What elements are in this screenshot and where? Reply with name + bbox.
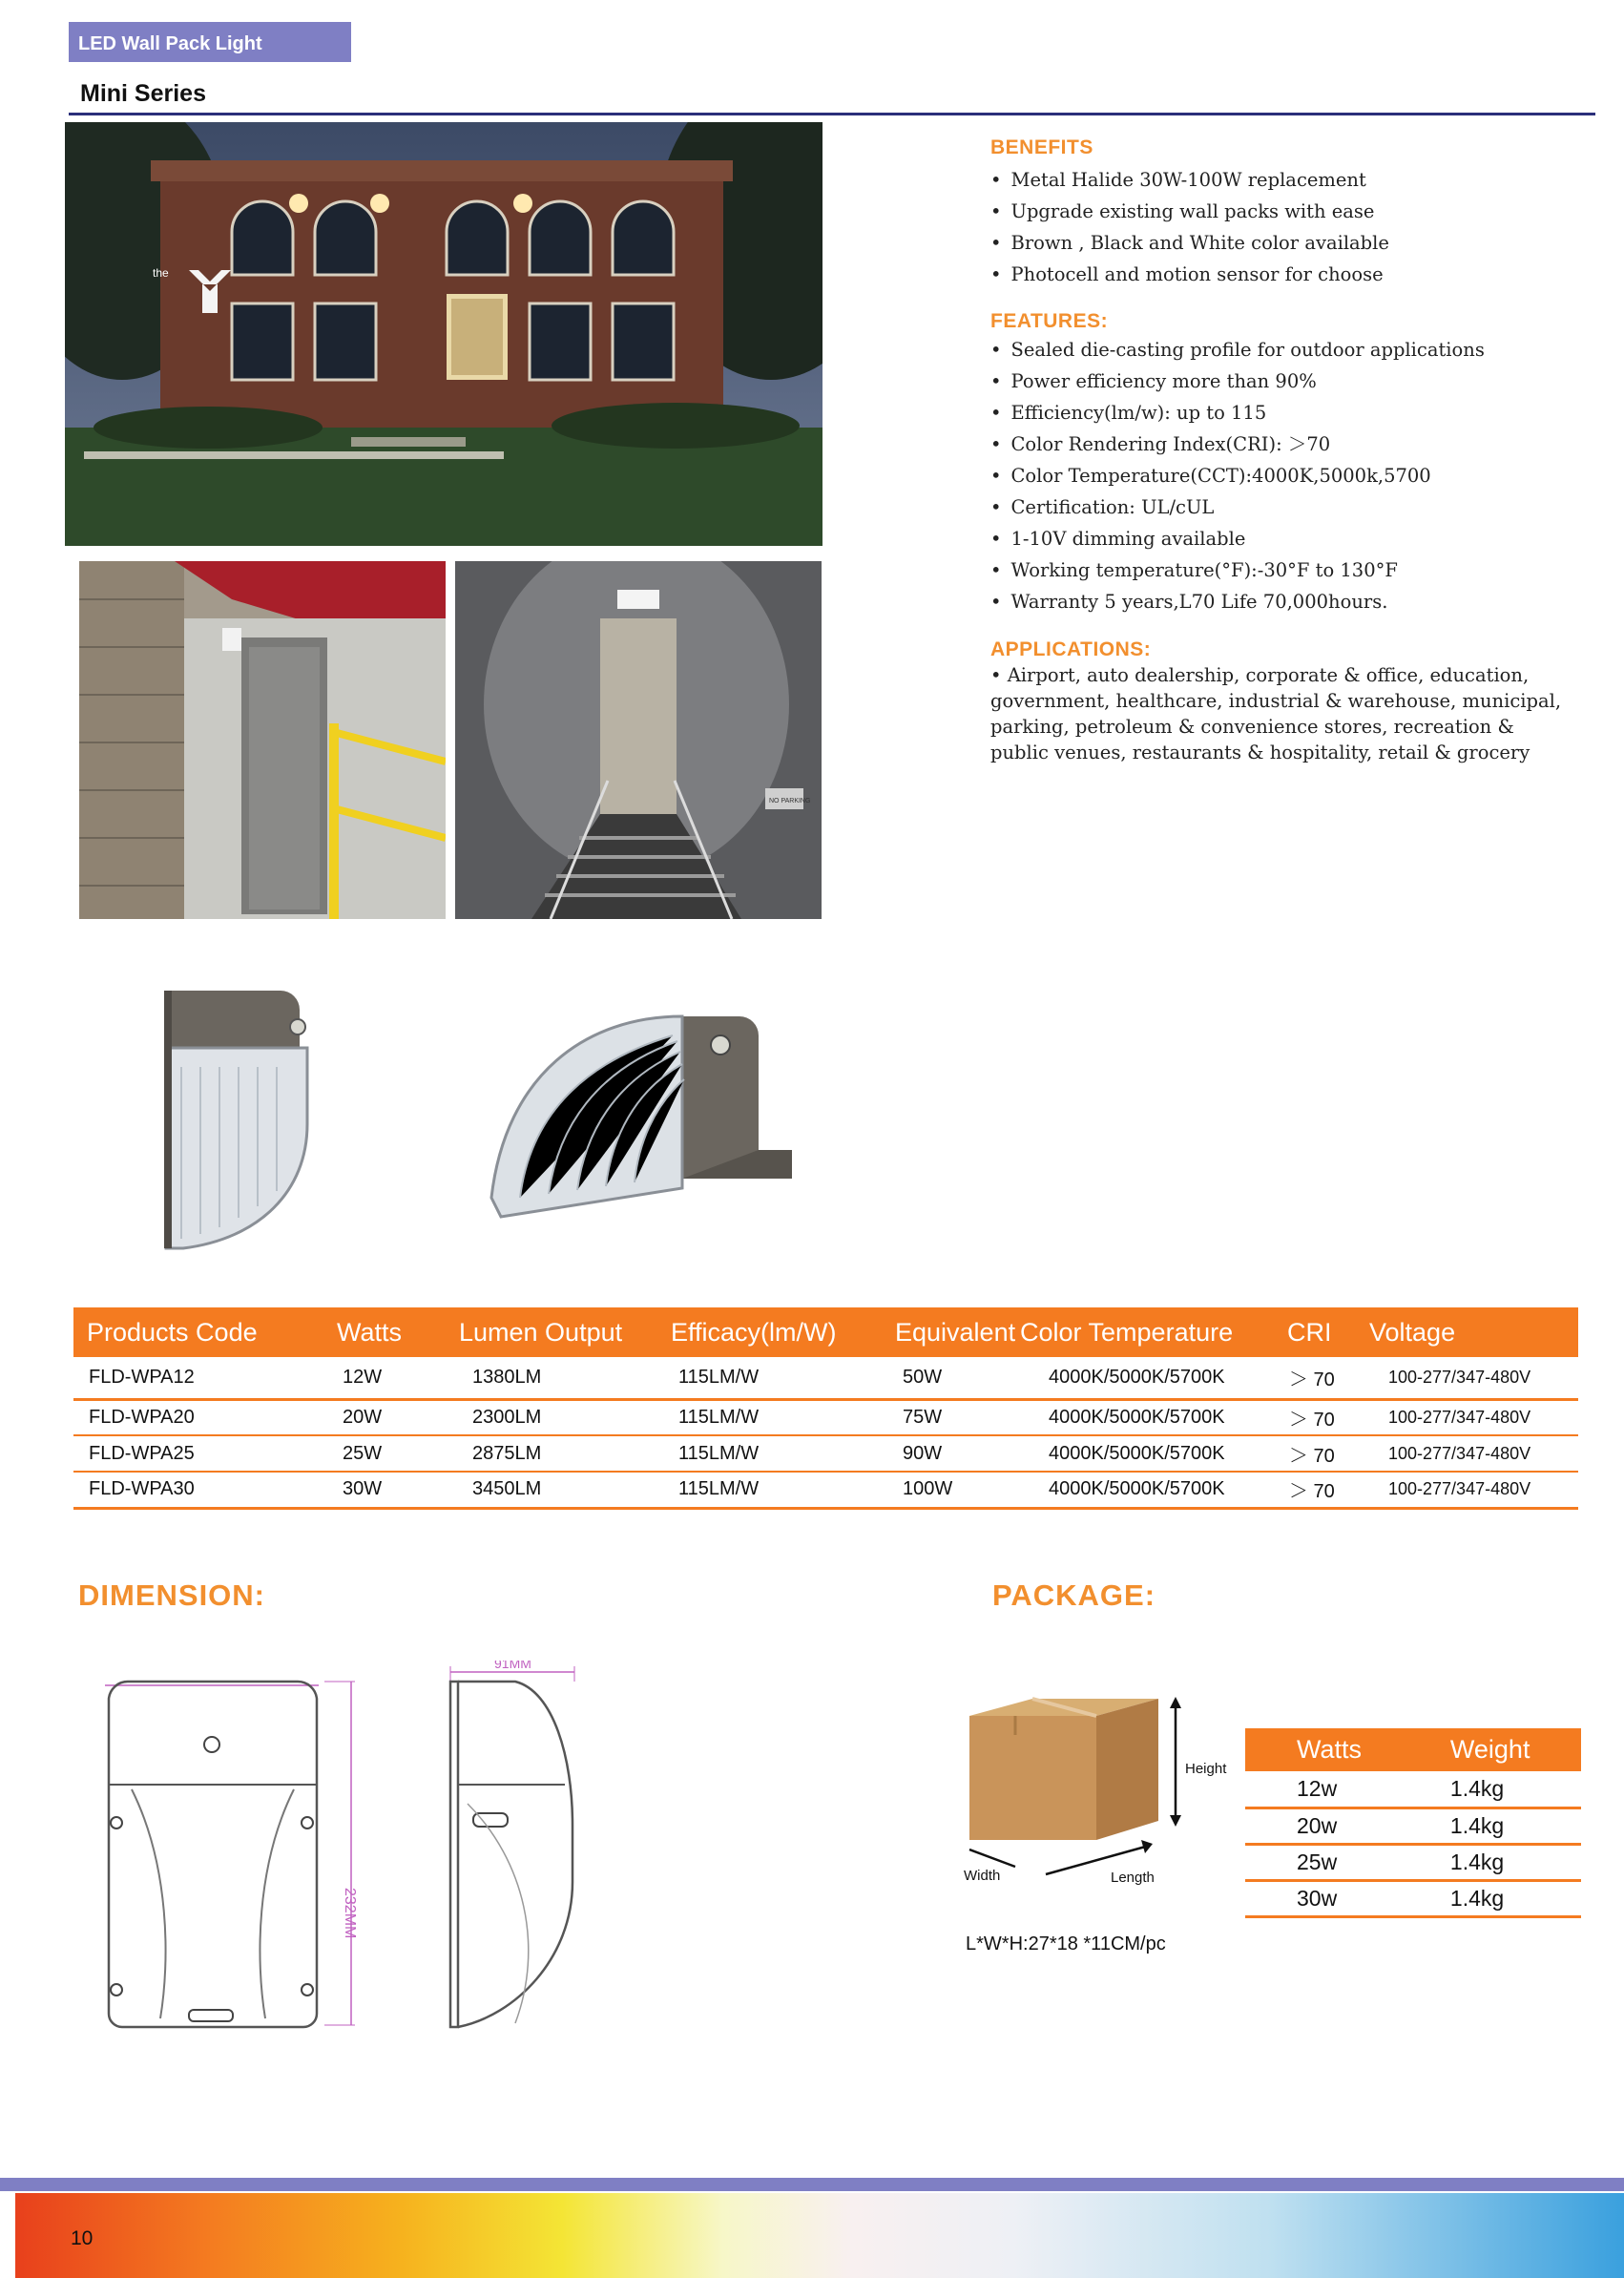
- weight-header-weight: Weight: [1449, 1735, 1530, 1764]
- cell-cct: 4000K/5000K/5700K: [1049, 1478, 1225, 1500]
- height-dimension-label: 232MM: [342, 1888, 358, 1939]
- cell-watts: 25W: [343, 1442, 383, 1464]
- feature-item: • Efficiency(lm/w): up to 115: [990, 397, 1485, 428]
- header-watts: Watts: [337, 1317, 403, 1347]
- spec-table-header: [73, 1307, 1578, 1357]
- box-length-label: Length: [1111, 1870, 1155, 1886]
- weight-cell-weight: 1.4kg: [1449, 1849, 1505, 1874]
- box-height-label: Height: [1185, 1761, 1227, 1777]
- table-row: [73, 1357, 1578, 1399]
- cell-watts: 12W: [343, 1366, 383, 1388]
- page-number: 10: [71, 2227, 94, 2249]
- header-rule: [69, 113, 1595, 115]
- cell-cri: ＞ 70: [1289, 1445, 1335, 1467]
- table-row: [1245, 1844, 1581, 1880]
- feature-item: • Sealed die-casting profile for outdoor applications: [990, 334, 1485, 366]
- box-width-label: Width: [964, 1868, 1001, 1884]
- cell-cct: 4000K/5000K/5700K: [1049, 1442, 1225, 1464]
- cell-efficacy: 115LM/W: [678, 1478, 760, 1500]
- cell-cri: ＞ 70: [1289, 1409, 1335, 1431]
- benefit-item: • Photocell and motion sensor for choose: [990, 259, 1389, 290]
- weight-header-watts: Watts: [1297, 1735, 1363, 1764]
- series-title: Mini Series: [80, 80, 206, 107]
- package-box-illustration: [958, 1697, 1244, 1899]
- feature-item: • Power efficiency more than 90%: [990, 366, 1485, 397]
- weight-cell-watts: 25w: [1297, 1849, 1338, 1874]
- table-row: [1245, 1771, 1581, 1808]
- weight-table: [1245, 1728, 1581, 1918]
- product-image-angle: [482, 1007, 802, 1226]
- weight-cell-watts: 12w: [1297, 1775, 1338, 1801]
- cell-efficacy: 115LM/W: [678, 1366, 760, 1388]
- table-row: [1245, 1808, 1581, 1844]
- footer-bar: [0, 2178, 1624, 2191]
- weight-cell-watts: 20w: [1297, 1812, 1338, 1838]
- weight-cell-weight: 1.4kg: [1449, 1812, 1505, 1838]
- cell-code: FLD-WPA25: [89, 1442, 195, 1464]
- cell-efficacy: 115LM/W: [678, 1406, 760, 1428]
- cell-watts: 30W: [343, 1478, 383, 1500]
- weight-cell-weight: 1.4kg: [1449, 1775, 1505, 1801]
- dimension-drawing: [95, 1661, 592, 2042]
- header-equivalent: Equivalent: [895, 1317, 1016, 1347]
- feature-item: • Color Temperature(CCT):4000K,5000k,5700: [990, 460, 1485, 491]
- cell-cri: ＞ 70: [1289, 1369, 1335, 1390]
- door-photo-awning: [79, 561, 446, 919]
- header-efficacy: Efficacy(lm/W): [671, 1317, 837, 1347]
- cell-lumen: 3450LM: [472, 1478, 542, 1500]
- weight-cell-watts: 30w: [1297, 1885, 1338, 1911]
- cell-lumen: 2875LM: [472, 1442, 542, 1464]
- product-image-front: [153, 981, 324, 1256]
- applications-title: APPLICATIONS:: [990, 638, 1152, 660]
- table-row: [73, 1399, 1578, 1435]
- benefits-list: [990, 164, 1389, 290]
- no-parking-sign: NO PARKING: [769, 798, 811, 805]
- benefit-item: • Metal Halide 30W-100W replacement: [990, 164, 1389, 196]
- cell-voltage: 100-277/347-480V: [1388, 1367, 1531, 1387]
- feature-item: • Warranty 5 years,L70 Life 70,000hours.: [990, 586, 1485, 617]
- package-size: L*W*H:27*18 *11CM/pc: [966, 1933, 1166, 1954]
- cell-code: FLD-WPA30: [89, 1478, 195, 1500]
- building-sign: the: [153, 266, 169, 280]
- cell-cct: 4000K/5000K/5700K: [1049, 1366, 1225, 1388]
- weight-cell-weight: 1.4kg: [1449, 1885, 1505, 1911]
- header-products-code: Products Code: [87, 1317, 258, 1347]
- header-lumen-output: Lumen Output: [459, 1317, 623, 1347]
- cell-efficacy: 115LM/W: [678, 1442, 760, 1464]
- feature-item: • 1-10V dimming available: [990, 523, 1485, 554]
- footer-gradient: [15, 2193, 1624, 2278]
- cell-lumen: 1380LM: [472, 1366, 542, 1388]
- cell-equivalent: 50W: [903, 1366, 943, 1388]
- weight-table-header: [1245, 1728, 1581, 1771]
- cell-lumen: 2300LM: [472, 1406, 542, 1428]
- cell-voltage: 100-277/347-480V: [1388, 1407, 1531, 1427]
- table-row: [73, 1435, 1578, 1472]
- feature-item: • Color Rendering Index(CRI): ＞70: [990, 428, 1485, 460]
- header-color-temperature: Color Temperature: [1020, 1317, 1234, 1347]
- cell-equivalent: 100W: [903, 1478, 953, 1500]
- header-cri: CRI: [1287, 1317, 1332, 1347]
- cell-cri: ＞ 70: [1289, 1481, 1335, 1503]
- header-voltage: Voltage: [1369, 1317, 1456, 1347]
- benefit-item: • Upgrade existing wall packs with ease: [990, 196, 1389, 227]
- category-tag: LED Wall Pack Light: [69, 22, 351, 62]
- cell-voltage: 100-277/347-480V: [1388, 1479, 1531, 1499]
- width-dimension-label: 91MM: [494, 1661, 531, 1671]
- building-photo: [65, 122, 822, 546]
- benefit-item: • Brown , Black and White color available: [990, 227, 1389, 259]
- feature-item: • Certification: UL/cUL: [990, 491, 1485, 523]
- cell-code: FLD-WPA12: [89, 1366, 195, 1388]
- feature-item: • Working temperature(°F):-30°F to 130°F: [990, 554, 1485, 586]
- cell-voltage: 100-277/347-480V: [1388, 1443, 1531, 1463]
- applications-text: • Airport, auto dealership, corporate & office, education, government, healthcare, industrial & warehouse, municipal, parking, petroleum & convenience stores, recreation & public venues, restaurants & hospitality, retail & grocery: [990, 664, 1562, 763]
- spec-table: [73, 1307, 1578, 1510]
- dimension-title: DIMENSION:: [78, 1578, 265, 1612]
- door-photo-stairs: [455, 561, 822, 919]
- cell-equivalent: 90W: [903, 1442, 943, 1464]
- cell-cct: 4000K/5000K/5700K: [1049, 1406, 1225, 1428]
- package-title: PACKAGE:: [992, 1578, 1156, 1612]
- features-title: FEATURES:: [990, 310, 1109, 332]
- table-row: [73, 1472, 1578, 1508]
- cell-equivalent: 75W: [903, 1406, 943, 1428]
- cell-code: FLD-WPA20: [89, 1406, 195, 1428]
- table-row: [1245, 1880, 1581, 1916]
- features-list: [990, 334, 1485, 617]
- benefits-title: BENEFITS: [990, 136, 1093, 158]
- cell-watts: 20W: [343, 1406, 383, 1428]
